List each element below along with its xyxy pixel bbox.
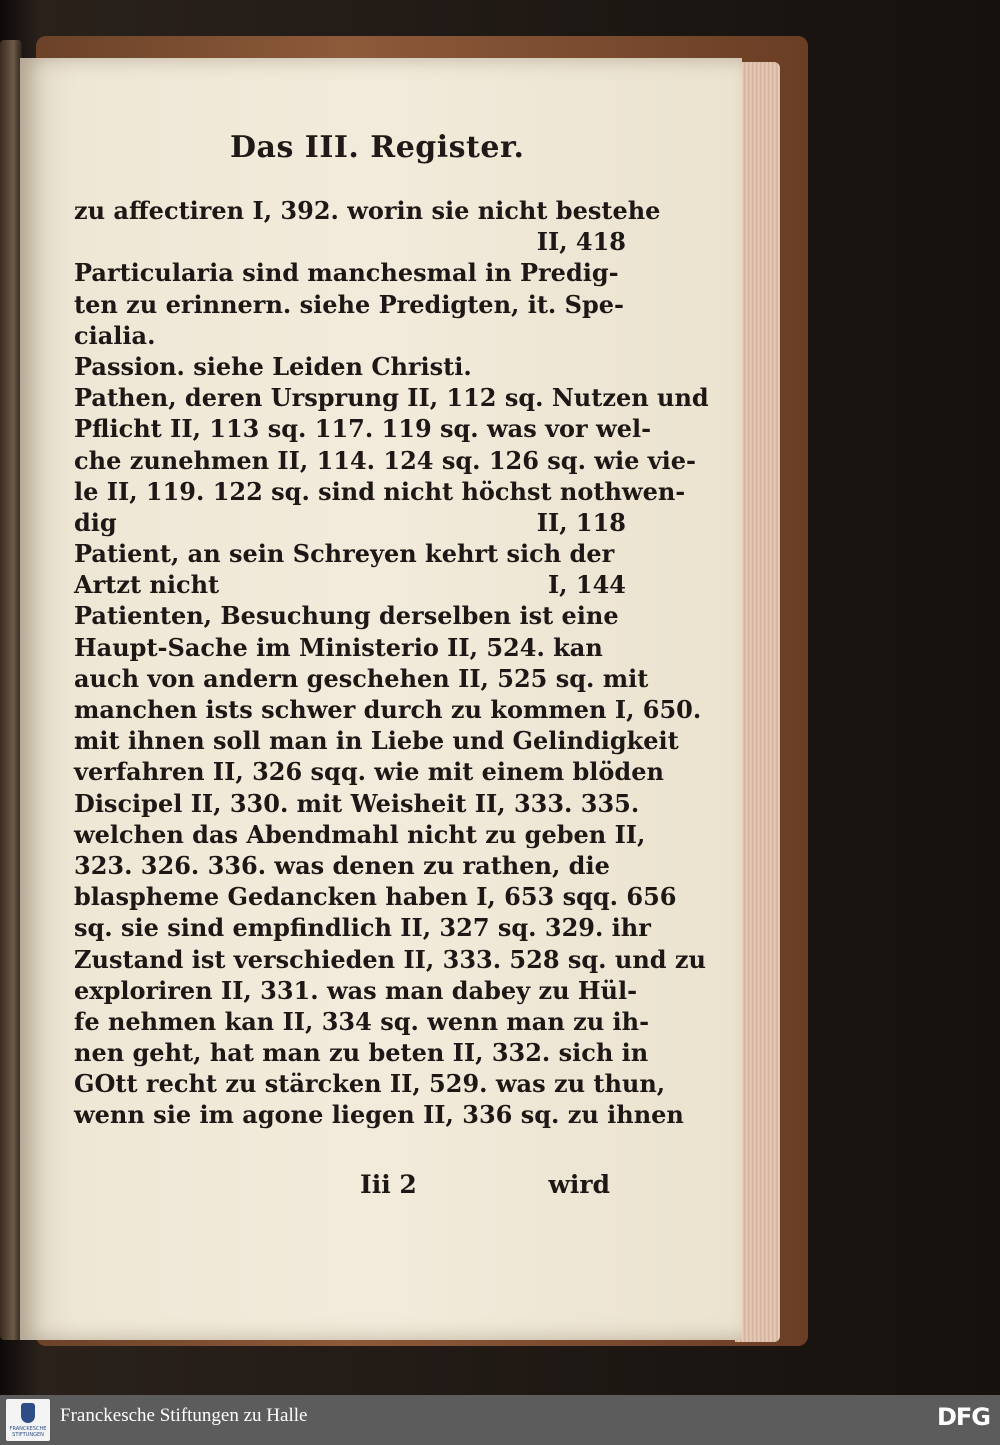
text-line	[74, 507, 626, 538]
index-text-block	[74, 195, 709, 1131]
line-text: ten zu erinnern. siehe Predigten, it. Spe-	[74, 289, 624, 319]
logo-text: FRANCKESCHE STIFTUNGEN	[9, 1426, 47, 1438]
viewer-footer-bar	[0, 1395, 1000, 1445]
line-text: che zunehmen II, 114. 124 sq. 126 sq. wie vie-	[74, 445, 696, 475]
line-text: Discipel II, 330. mit Weisheit II, 333. 335.	[74, 788, 640, 818]
text-line	[74, 912, 651, 943]
text-line	[74, 569, 626, 600]
catchword: wird	[548, 1170, 610, 1199]
line-text: wenn sie im agone liegen II, 336 sq. zu ihnen	[74, 1100, 684, 1130]
line-text: Haupt-Sache im Ministerio II, 524. kan	[74, 632, 603, 662]
line-text: Passion. siehe Leiden Christi.	[74, 351, 472, 381]
text-line	[74, 226, 626, 257]
line-text: exploriren II, 331. was man dabey zu Hül-	[74, 975, 638, 1005]
line-text: Artzt nicht	[74, 570, 220, 600]
institution-name: Franckesche Stiftungen zu Halle	[60, 1405, 308, 1426]
text-line	[74, 1037, 649, 1068]
text-line	[74, 195, 661, 226]
text-line	[74, 445, 696, 476]
line-text: 323. 326. 336. was denen zu rathen, die	[74, 850, 610, 880]
signature-mark: Iii 2	[360, 1170, 417, 1199]
text-line	[74, 476, 686, 507]
line-text: cialia.	[74, 320, 156, 350]
line-text: fe nehmen kan II, 334 sq. wenn man zu ih-	[74, 1006, 650, 1036]
emblem-icon	[21, 1403, 35, 1423]
text-line	[74, 975, 638, 1006]
page-header: Das III. Register.	[230, 130, 525, 165]
institution-logo[interactable]	[6, 1399, 50, 1441]
line-text: nen geht, hat man zu beten II, 332. sich in	[74, 1038, 649, 1068]
text-line	[74, 663, 649, 694]
text-line	[74, 257, 626, 288]
line-text: blaspheme Gedancken haben I, 653 sqq. 656	[74, 882, 677, 912]
text-line	[74, 881, 677, 912]
text-line	[74, 1099, 684, 1130]
line-text: verfahren II, 326 sqq. wie mit einem blöden	[74, 757, 664, 787]
text-line	[74, 1068, 666, 1099]
line-text: Particularia sind manchesmal in Predig-	[74, 258, 619, 288]
book-binding	[0, 40, 22, 1340]
line-reference: I, 144	[547, 570, 626, 600]
text-line	[74, 725, 679, 756]
line-text: Patient, an sein Schreyen kehrt sich der	[74, 539, 615, 569]
text-line	[74, 600, 626, 631]
line-text: welchen das Abendmahl nicht zu geben II,	[74, 819, 646, 849]
text-line	[74, 632, 626, 663]
line-text: zu affectiren I, 392. worin sie nicht bestehe	[74, 196, 661, 225]
text-line	[74, 819, 646, 850]
text-line	[74, 944, 706, 975]
text-line	[74, 788, 640, 819]
text-line	[74, 320, 626, 351]
page-footer-line	[360, 1170, 610, 1199]
line-text: sq. sie sind empfindlich II, 327 sq. 329. ihr	[74, 913, 651, 943]
dfg-logo[interactable]: DFG	[936, 1403, 990, 1431]
text-line	[74, 351, 626, 382]
line-text: Pflicht II, 113 sq. 117. 119 sq. was vor wel-	[74, 414, 652, 444]
text-line	[74, 413, 652, 444]
line-text: auch von andern geschehen II, 525 sq. mit	[74, 663, 649, 693]
line-text: Patienten, Besuchung derselben ist eine	[74, 601, 619, 631]
text-line	[74, 694, 702, 725]
line-text: mit ihnen soll man in Liebe und Gelindigkeit	[74, 726, 679, 756]
line-text: Pathen, deren Ursprung II, 112 sq. Nutzen und	[74, 383, 709, 413]
text-line	[74, 850, 626, 881]
line-text: le II, 119. 122 sq. sind nicht höchst nothwen-	[74, 476, 686, 506]
text-line	[74, 382, 709, 413]
text-line	[74, 1006, 650, 1037]
line-text: dig	[74, 507, 117, 537]
text-line	[74, 289, 626, 320]
text-line	[74, 756, 664, 787]
line-reference: II, 118	[536, 507, 626, 537]
line-text: Zustand ist verschieden II, 333. 528 sq. und zu	[74, 944, 706, 974]
line-text: manchen ists schwer durch zu kommen I, 650.	[74, 695, 702, 724]
text-line	[74, 538, 626, 569]
line-text: GOtt recht zu stärcken II, 529. was zu thun,	[74, 1069, 666, 1099]
line-reference: II, 418	[536, 227, 626, 257]
